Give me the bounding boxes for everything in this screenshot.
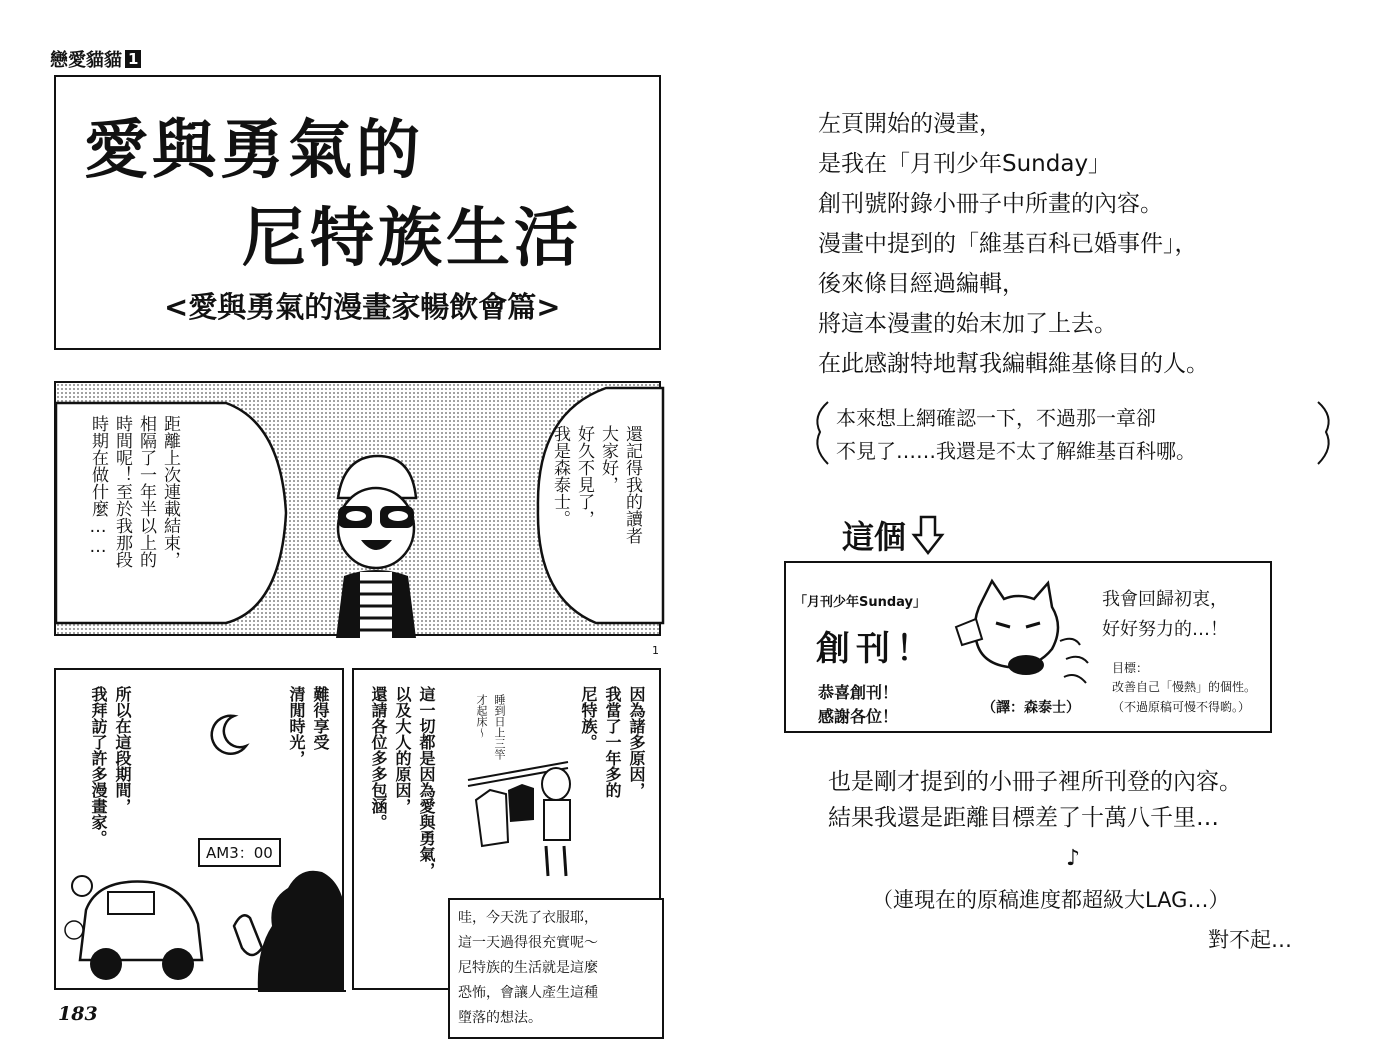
arrow-down-icon bbox=[912, 515, 944, 555]
booklet-speech: 我會回歸初衷， 好好努力的…！ bbox=[1102, 589, 1228, 640]
panel-2-box: 哇，今天洗了衣服耶， 這一天過得很充實呢～ 尼特族的生活就是這麼 恐怖，會讓人產生這種 墮落的想法。 bbox=[448, 898, 664, 1039]
booklet-congrats: 恭喜創刊！ 感謝各位！ bbox=[818, 683, 899, 726]
magazine-label: 「月刊少年Sunday」 bbox=[794, 595, 927, 610]
intro-line: 將這本漫畫的始末加了上去。 bbox=[818, 311, 1117, 337]
bubble-left-text: 距離上次連載結束， 相隔了一年半以上的 時間呢！至於我那段 時期在做什麼…… bbox=[88, 415, 180, 568]
title-line-2: 尼特族生活 bbox=[242, 202, 582, 276]
apology: 對不起… bbox=[1208, 928, 1292, 952]
panel-2-text: 因為諸多原因， 我當了一年多的 尼特族。 bbox=[579, 686, 646, 798]
bottom-text: 也是剛才提到的小冊子裡所刊登的內容。 結果我還是距離目標差了十萬八千里… bbox=[828, 769, 1242, 831]
panel-5-text: 所以在這段期間， 我拜訪了許多漫畫家。 bbox=[89, 686, 132, 846]
intro-line: 漫畫中提到的「維基百科已婚事件」， bbox=[818, 231, 1198, 257]
booklet-credit: （譯：森泰士） bbox=[982, 700, 1080, 716]
panel-4-text: 難得享受 清閒時光， bbox=[287, 686, 330, 766]
car-illustration bbox=[68, 860, 208, 985]
goal-lines: 改善自己「慢熱」的個性。 （不過原稿可慢不得喲。） bbox=[1112, 680, 1257, 714]
panel-number: 1 bbox=[652, 644, 659, 657]
panel-4-border bbox=[264, 668, 344, 990]
title-subtitle: <愛與勇氣的漫畫家暢飲會篇> bbox=[164, 290, 561, 324]
page-number: 183 bbox=[58, 1003, 98, 1025]
late-note: （連現在的原稿進度都超級大LAG…） bbox=[872, 888, 1230, 912]
bubble-right-text: 還記得我的讀者 大家好， 好久不見了， 我是森泰士。 bbox=[550, 425, 642, 544]
intro-line: 後來條目經過編輯， bbox=[818, 271, 1025, 297]
panel-3 bbox=[352, 668, 661, 1026]
intro-line: 在此感謝特地幫我編輯維基條目的人。 bbox=[818, 351, 1209, 377]
panel-3-text: 這一切都是因為愛與勇氣， 以及大人的原因， 還請各位多多包涵。 bbox=[369, 686, 436, 878]
panel-divider bbox=[344, 668, 352, 990]
goal-title: 目標： bbox=[1112, 661, 1149, 675]
laundry-illustration bbox=[468, 750, 578, 890]
clock-label: AM3：00 bbox=[198, 838, 281, 867]
panel-1 bbox=[54, 381, 661, 636]
intro-line: 是我在「月刊少年Sunday」 bbox=[818, 151, 1112, 177]
aside-text: 本來想上網確認一下，不過那一章卻 不見了……我還是不太了解維基百科哪。 bbox=[836, 406, 1196, 463]
this-label-row bbox=[842, 512, 944, 558]
title-panel bbox=[54, 75, 661, 350]
series-header bbox=[50, 48, 141, 70]
intro-text bbox=[818, 104, 1209, 384]
author-character bbox=[316, 448, 436, 638]
this-label: 這個 bbox=[842, 518, 907, 556]
series-title: 戀愛貓貓 bbox=[50, 50, 122, 71]
sweat-mark: ♪ bbox=[1066, 846, 1081, 871]
intro-line: 左頁開始的漫畫， bbox=[818, 111, 1002, 137]
booklet-headline: 創刊！ bbox=[816, 629, 936, 669]
volume-number: 1 bbox=[125, 50, 141, 68]
moon-icon bbox=[204, 712, 250, 758]
intro-line: 創刊號附錄小冊子中所畫的內容。 bbox=[818, 191, 1163, 217]
panel-2-small-note: 睡到日上三竿 才起床～ bbox=[475, 694, 506, 760]
booklet-box bbox=[784, 561, 1272, 733]
cat-illustration bbox=[948, 579, 1096, 697]
title-line-1: 愛與勇氣的 bbox=[84, 114, 424, 188]
